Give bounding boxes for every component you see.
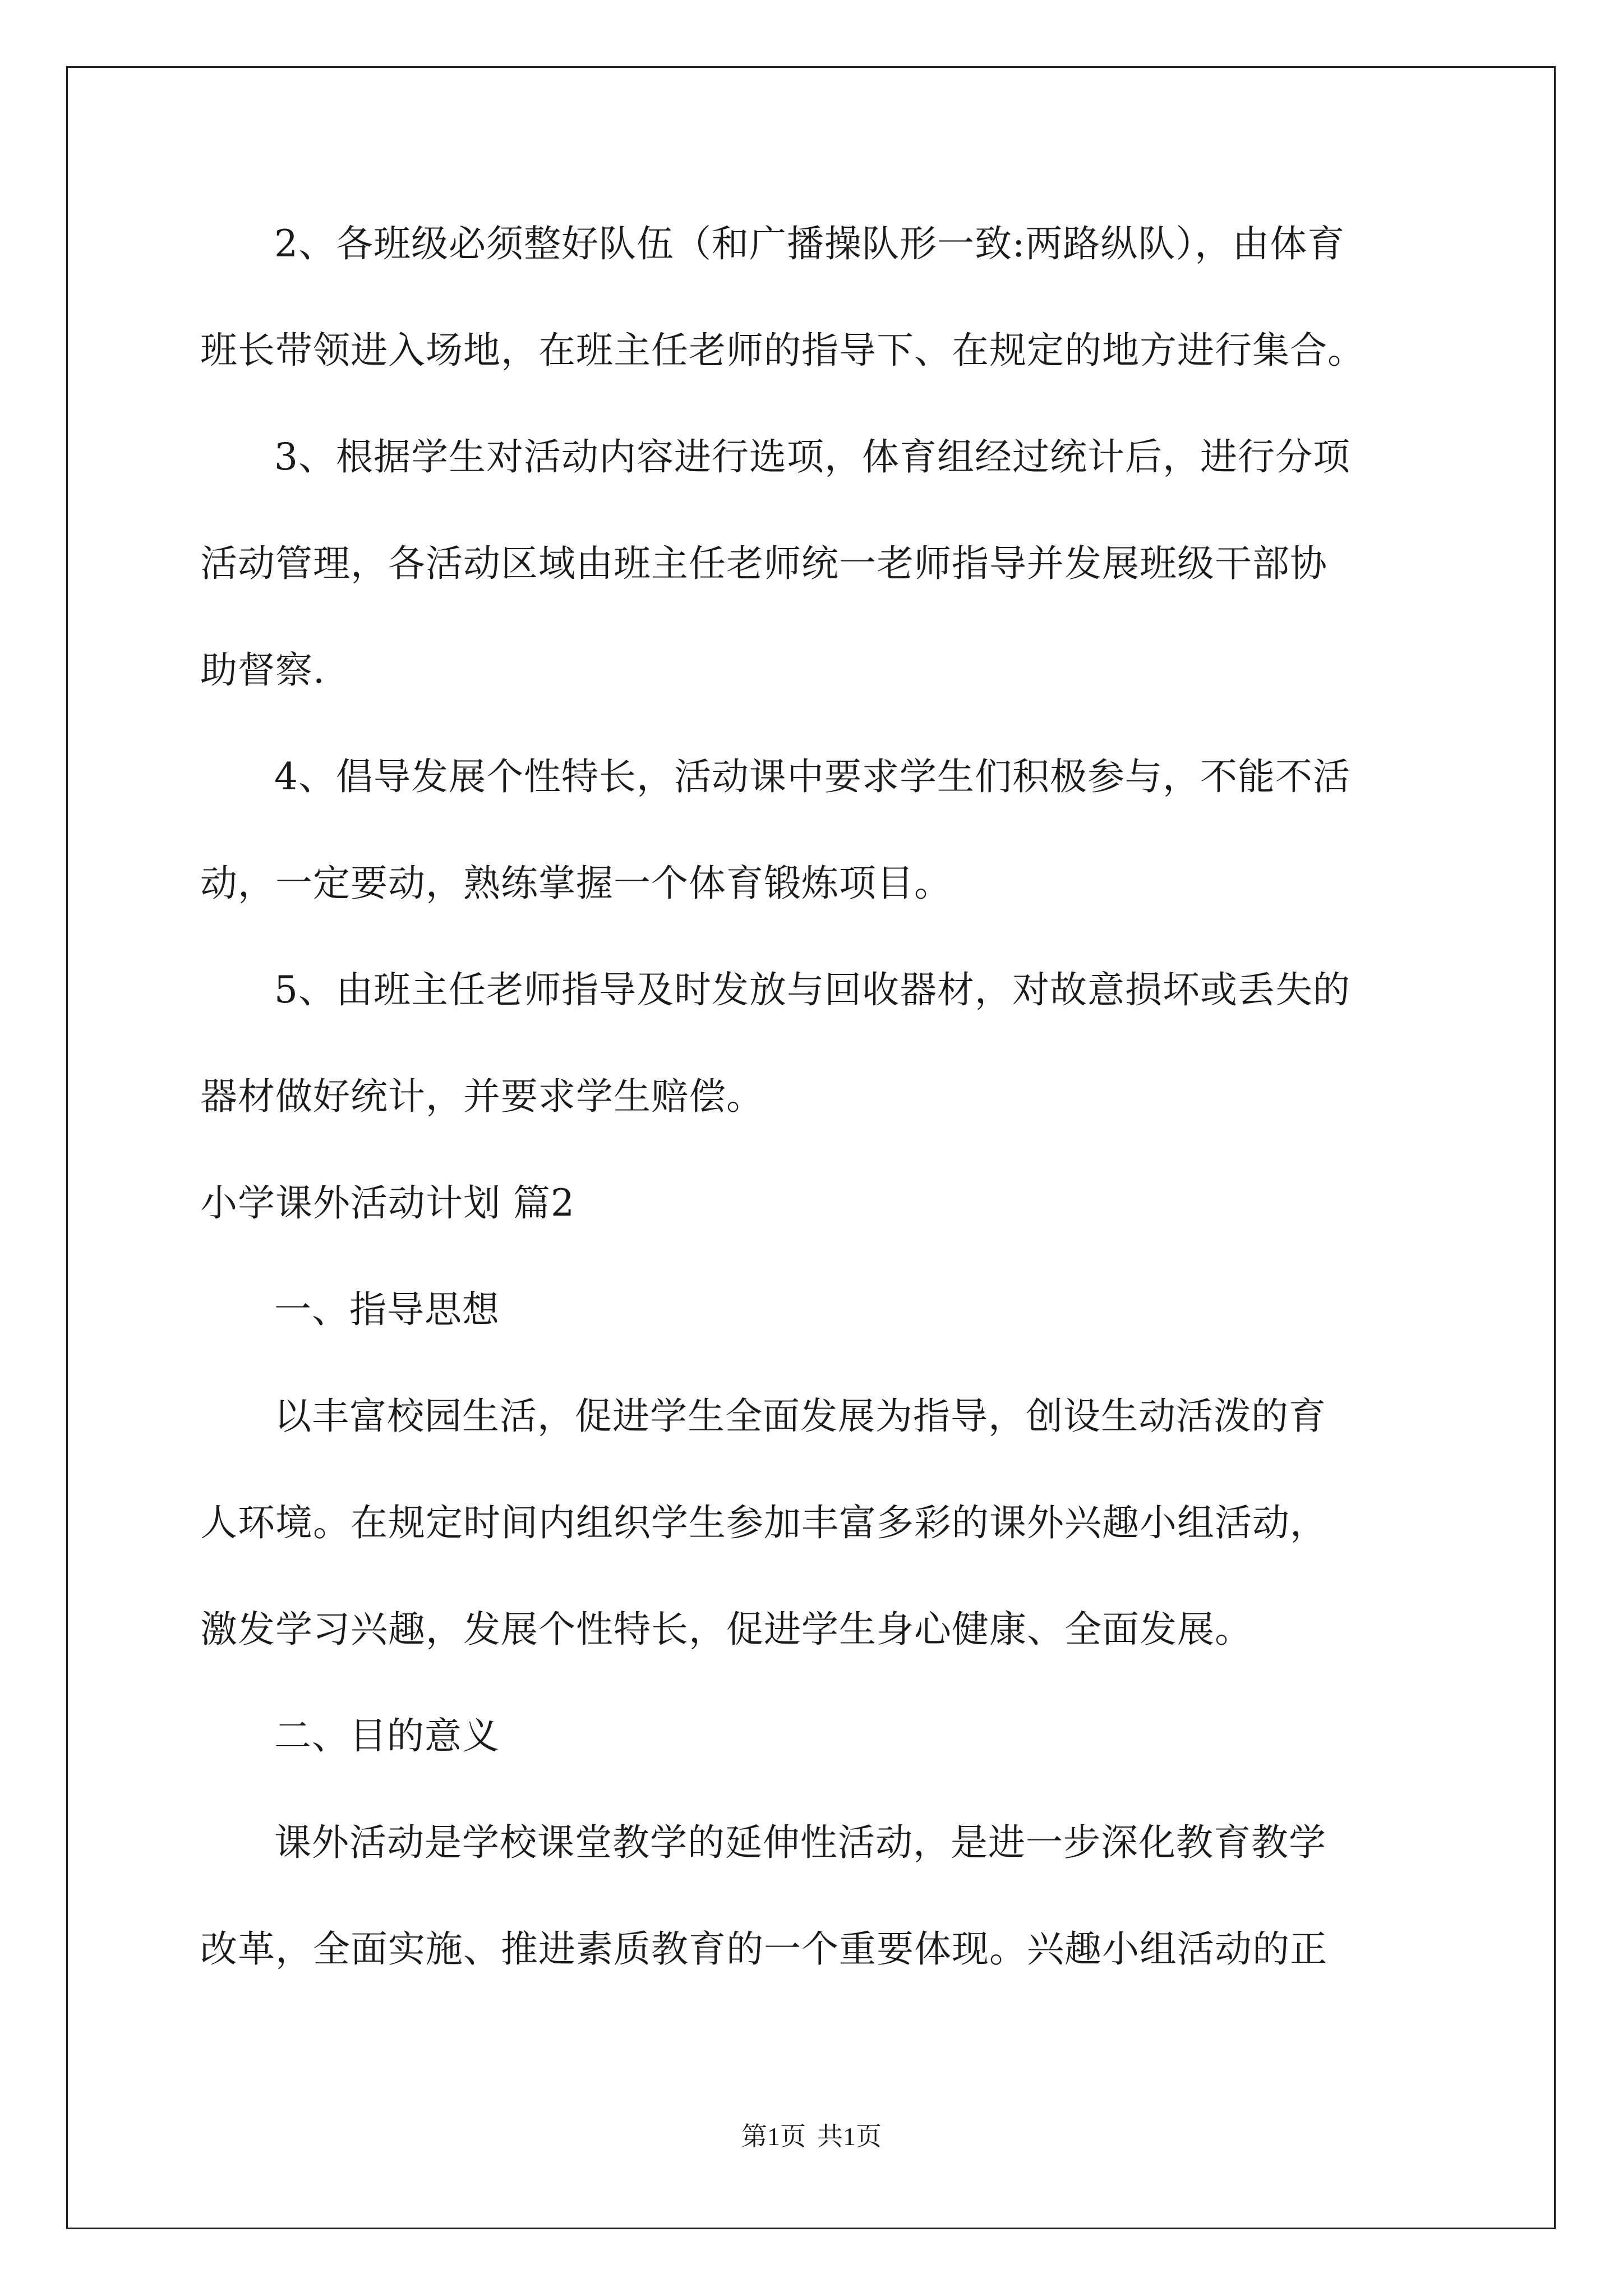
paragraph-line: 改革，全面实施、推进素质教育的一个重要体现。兴趣小组活动的正 <box>200 1927 1327 1971</box>
page-total: 共1页 <box>817 2122 882 2151</box>
paragraph-line: 5、由班主任老师指导及时发放与回收器材，对故意损坏或丢失的 <box>274 968 1350 1011</box>
paragraph-line: 班长带领进入场地，在班主任老师的指导下、在规定的地方进行集合。 <box>200 329 1365 372</box>
paragraph-line: 4、倡导发展个性特长，活动课中要求学生们积极参与，不能不活 <box>274 755 1350 798</box>
paragraph-line: 课外活动是学校课堂教学的延伸性活动，是进一步深化教育教学 <box>274 1821 1326 1864</box>
page-border <box>66 66 1556 2229</box>
paragraph-line: 3、根据学生对活动内容进行选项，体育组经过统计后，进行分项 <box>274 435 1350 478</box>
page-footer <box>0 2116 1623 2153</box>
section-heading: 一、指导思想 <box>274 1288 500 1331</box>
paragraph-line: 2、各班级必须整好队伍（和广播操队形一致:两路纵队），由体育 <box>274 222 1345 265</box>
paragraph-line: 人环境。在规定时间内组织学生参加丰富多彩的课外兴趣小组活动， <box>200 1501 1327 1544</box>
paragraph-line: 动，一定要动，熟练掌握一个体育锻炼项目。 <box>200 862 952 905</box>
paragraph-line: 激发学习兴趣，发展个性特长，促进学生身心健康、全面发展。 <box>200 1608 1252 1651</box>
page-number: 第1页 <box>741 2122 806 2151</box>
section-heading: 二、目的意义 <box>274 1714 500 1757</box>
paragraph-line: 以丰富校园生活，促进学生全面发展为指导，创设生动活泼的育 <box>274 1395 1326 1438</box>
section-title: 小学课外活动计划 篇2 <box>200 1181 575 1225</box>
paragraph-line: 助督察. <box>200 648 325 692</box>
paragraph-line: 活动管理，各活动区域由班主任老师统一老师指导并发展班级干部协 <box>200 542 1327 585</box>
paragraph-line: 器材做好统计，并要求学生赔偿。 <box>200 1075 764 1118</box>
